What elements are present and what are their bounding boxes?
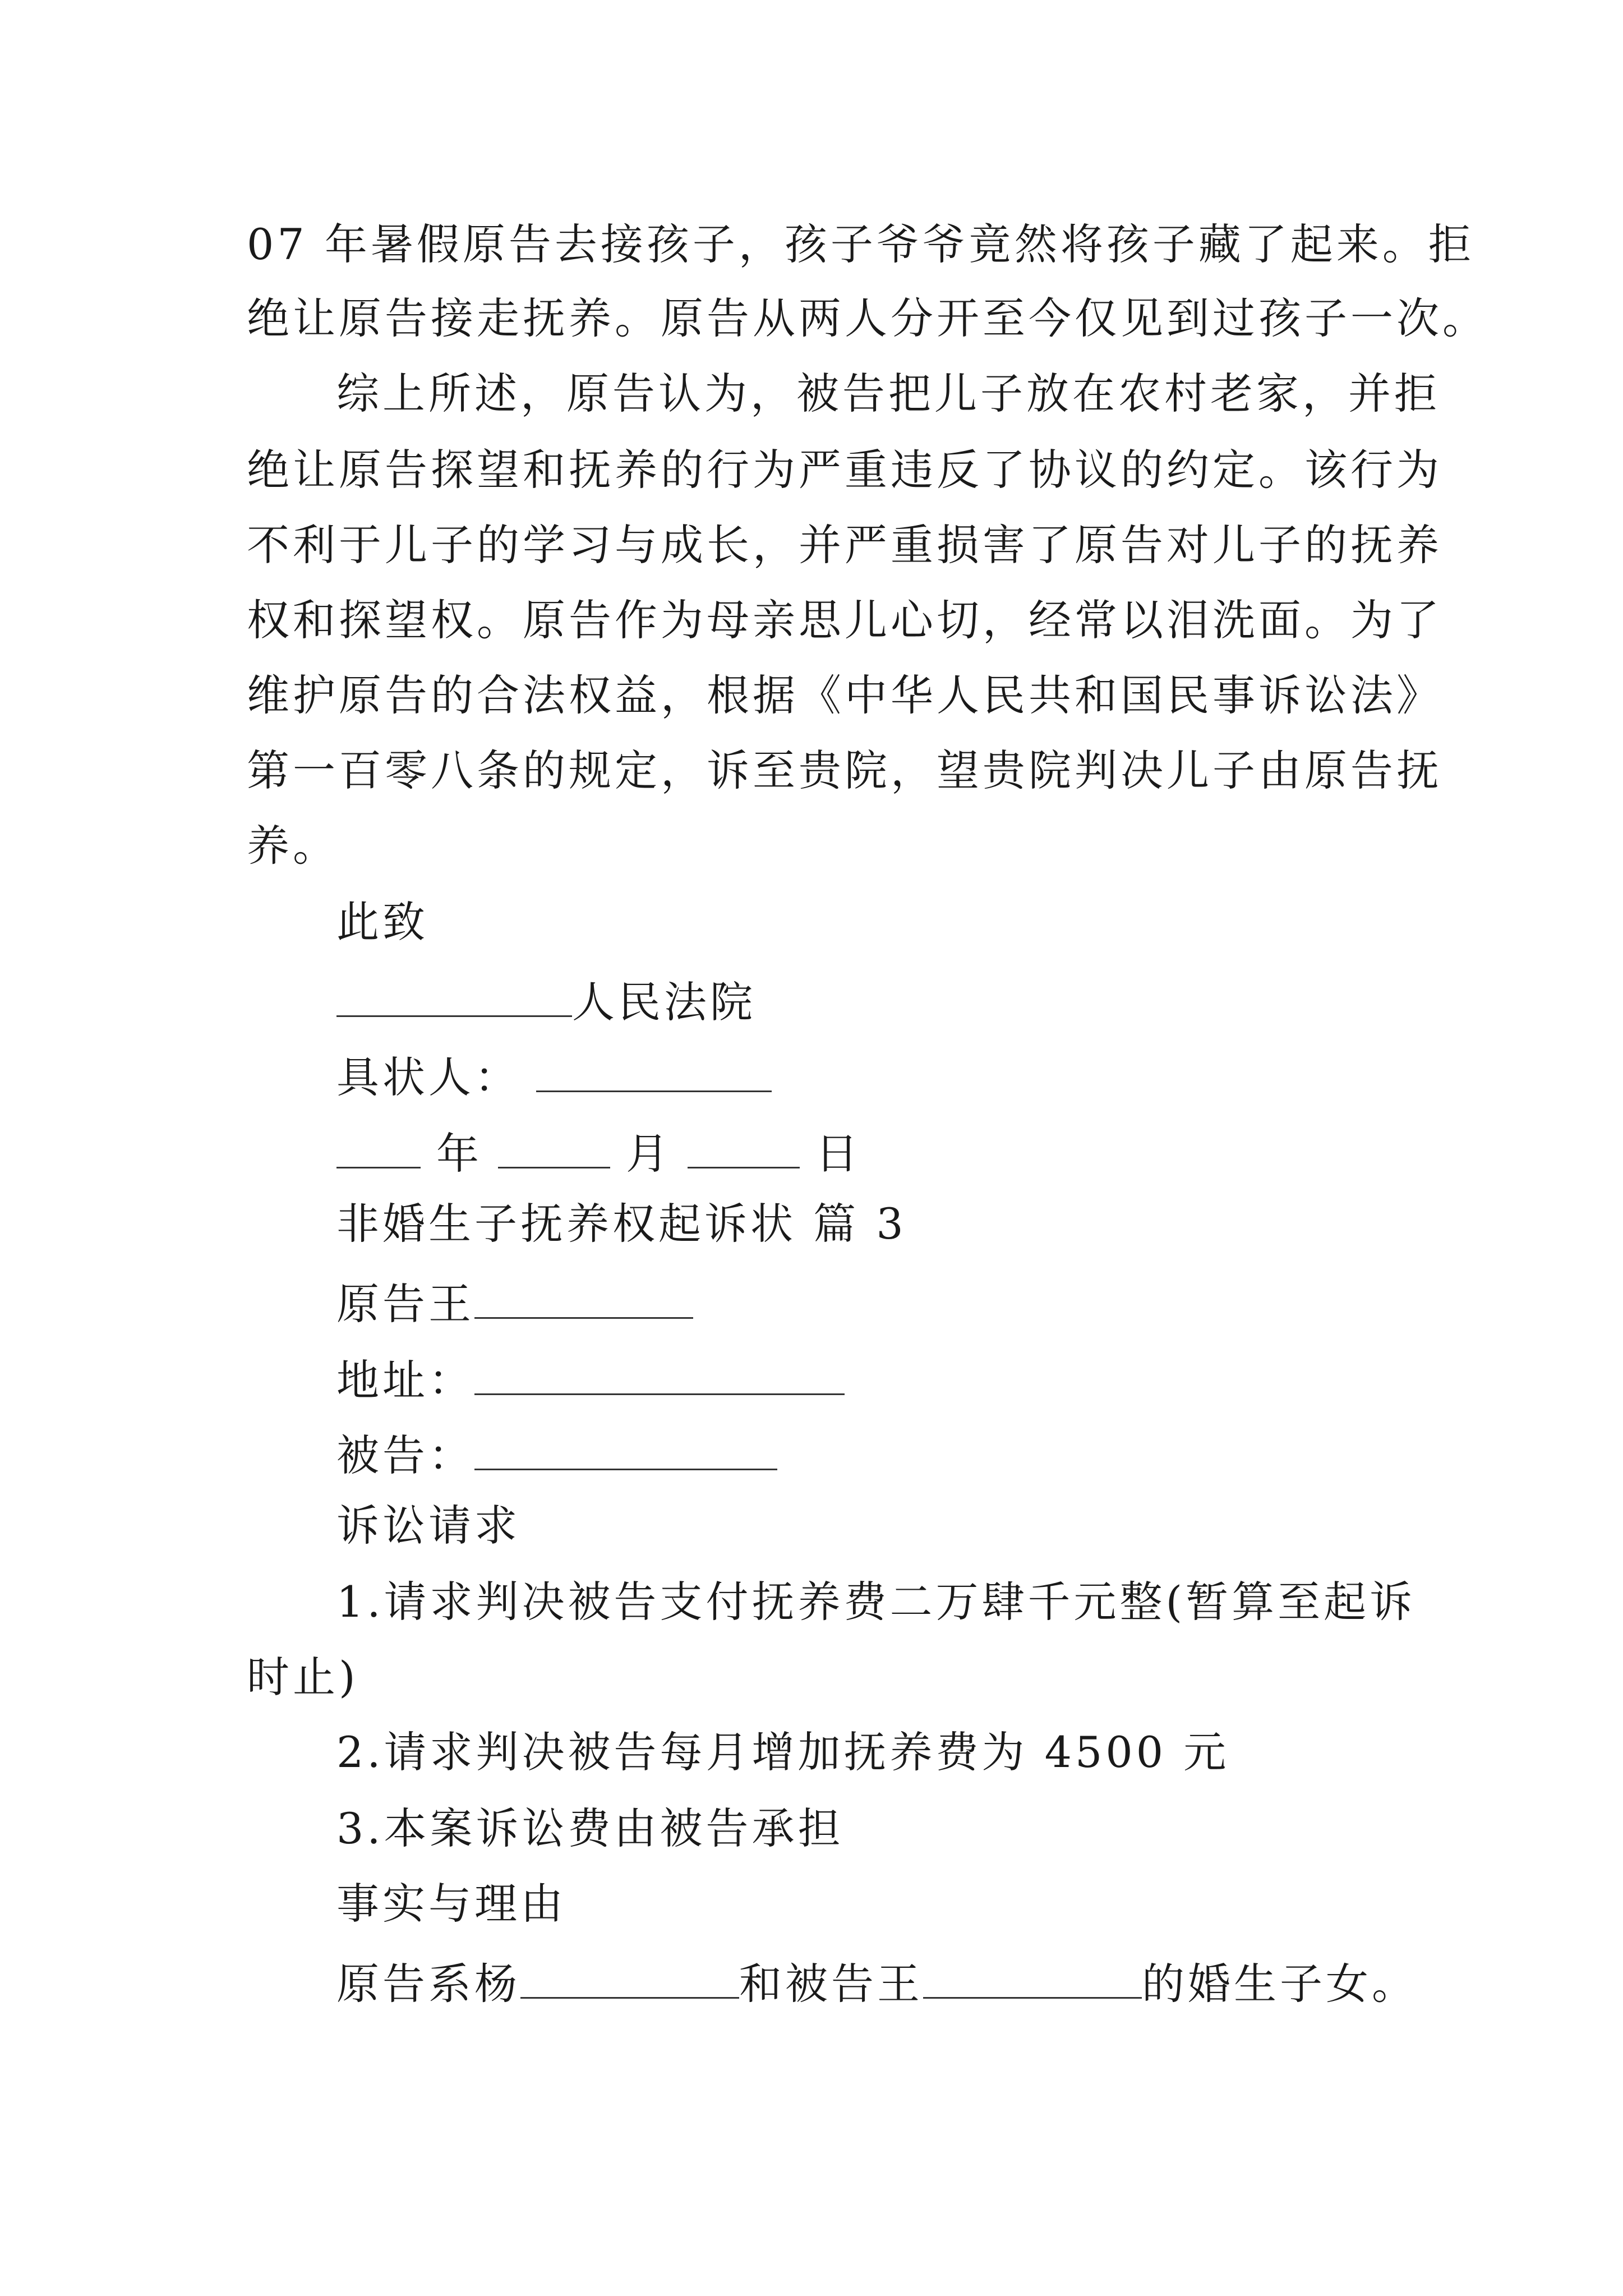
address-line [336, 1354, 1525, 1405]
salutation: 此致 [336, 897, 428, 947]
claim3: 3.本案诉讼费由被告承担 [336, 1803, 844, 1853]
defendant-label: 被告： [336, 1430, 474, 1480]
paragraph1-line2: 绝让原告接走抚养。原告从两人分开至今仅见到过孩子一次。 [247, 293, 1488, 343]
year-label: 年 [436, 1129, 482, 1179]
section3-heading: 非婚生子抚养权起诉状 篇 3 [336, 1199, 907, 1249]
paragraph1-line1: 07 年暑假原告去接孩子，孩子爷爷竟然将孩子藏了起来。拒 [247, 219, 1474, 269]
defendant-blank [474, 1429, 777, 1470]
facts-part3: 的婚生子女。 [1142, 1959, 1418, 2009]
plaintiff-blank [474, 1278, 693, 1319]
court-line [336, 976, 1525, 1027]
paragraph2-line6: 第一百零八条的规定，诉至贵院，望贵院判决儿子由原告抚 [247, 746, 1442, 795]
paragraph2-line2: 绝让原告探望和抚养的行为严重违反了协议的约定。该行为 [247, 445, 1442, 495]
mother-name-blank [923, 1958, 1142, 1999]
paragraph2-line1: 综上所述，原告认为，被告把儿子放在农村老家，并拒 [336, 369, 1440, 418]
claim2: 2.请求判决被告每月增加抚养费为 4500 元 [336, 1727, 1230, 1777]
facts-heading: 事实与理由 [336, 1879, 566, 1929]
signer-label: 具状人： [336, 1052, 520, 1102]
signer-blank [536, 1051, 772, 1092]
day-blank [688, 1128, 800, 1168]
paragraph2-line5: 维护原告的合法权益，根据《中华人民共和国民事诉讼法》 [247, 670, 1442, 720]
plaintiff-label: 原告王 [336, 1279, 474, 1329]
month-label: 月 [626, 1129, 672, 1179]
signer-line [336, 1051, 1525, 1102]
court-suffix: 人民法院 [572, 977, 756, 1027]
defendant-line [336, 1429, 1525, 1480]
claims-heading: 诉讼请求 [336, 1501, 520, 1550]
address-label: 地址： [336, 1355, 474, 1405]
paragraph2-line3: 不利于儿子的学习与成长，并严重损害了原告对儿子的抚养 [247, 520, 1442, 570]
facts-part2: 和被告王 [739, 1959, 923, 2009]
month-blank [498, 1128, 610, 1168]
year-blank [336, 1128, 421, 1168]
court-name-blank [336, 976, 572, 1017]
day-label: 日 [815, 1129, 861, 1179]
date-line [336, 1128, 1525, 1179]
father-name-blank [520, 1958, 739, 1999]
facts-line1 [336, 1958, 1525, 2009]
plaintiff-line [336, 1278, 1525, 1329]
claim1-line2: 时止) [247, 1652, 359, 1702]
address-blank [474, 1354, 845, 1395]
claim1-line1: 1.请求判决被告支付抚养费二万肆千元整(暂算至起诉 [336, 1577, 1416, 1627]
paragraph2-line7: 养。 [247, 821, 339, 871]
facts-part1: 原告系杨 [336, 1959, 520, 2009]
paragraph2-line4: 权和探望权。原告作为母亲思儿心切，经常以泪洗面。为了 [247, 595, 1442, 645]
